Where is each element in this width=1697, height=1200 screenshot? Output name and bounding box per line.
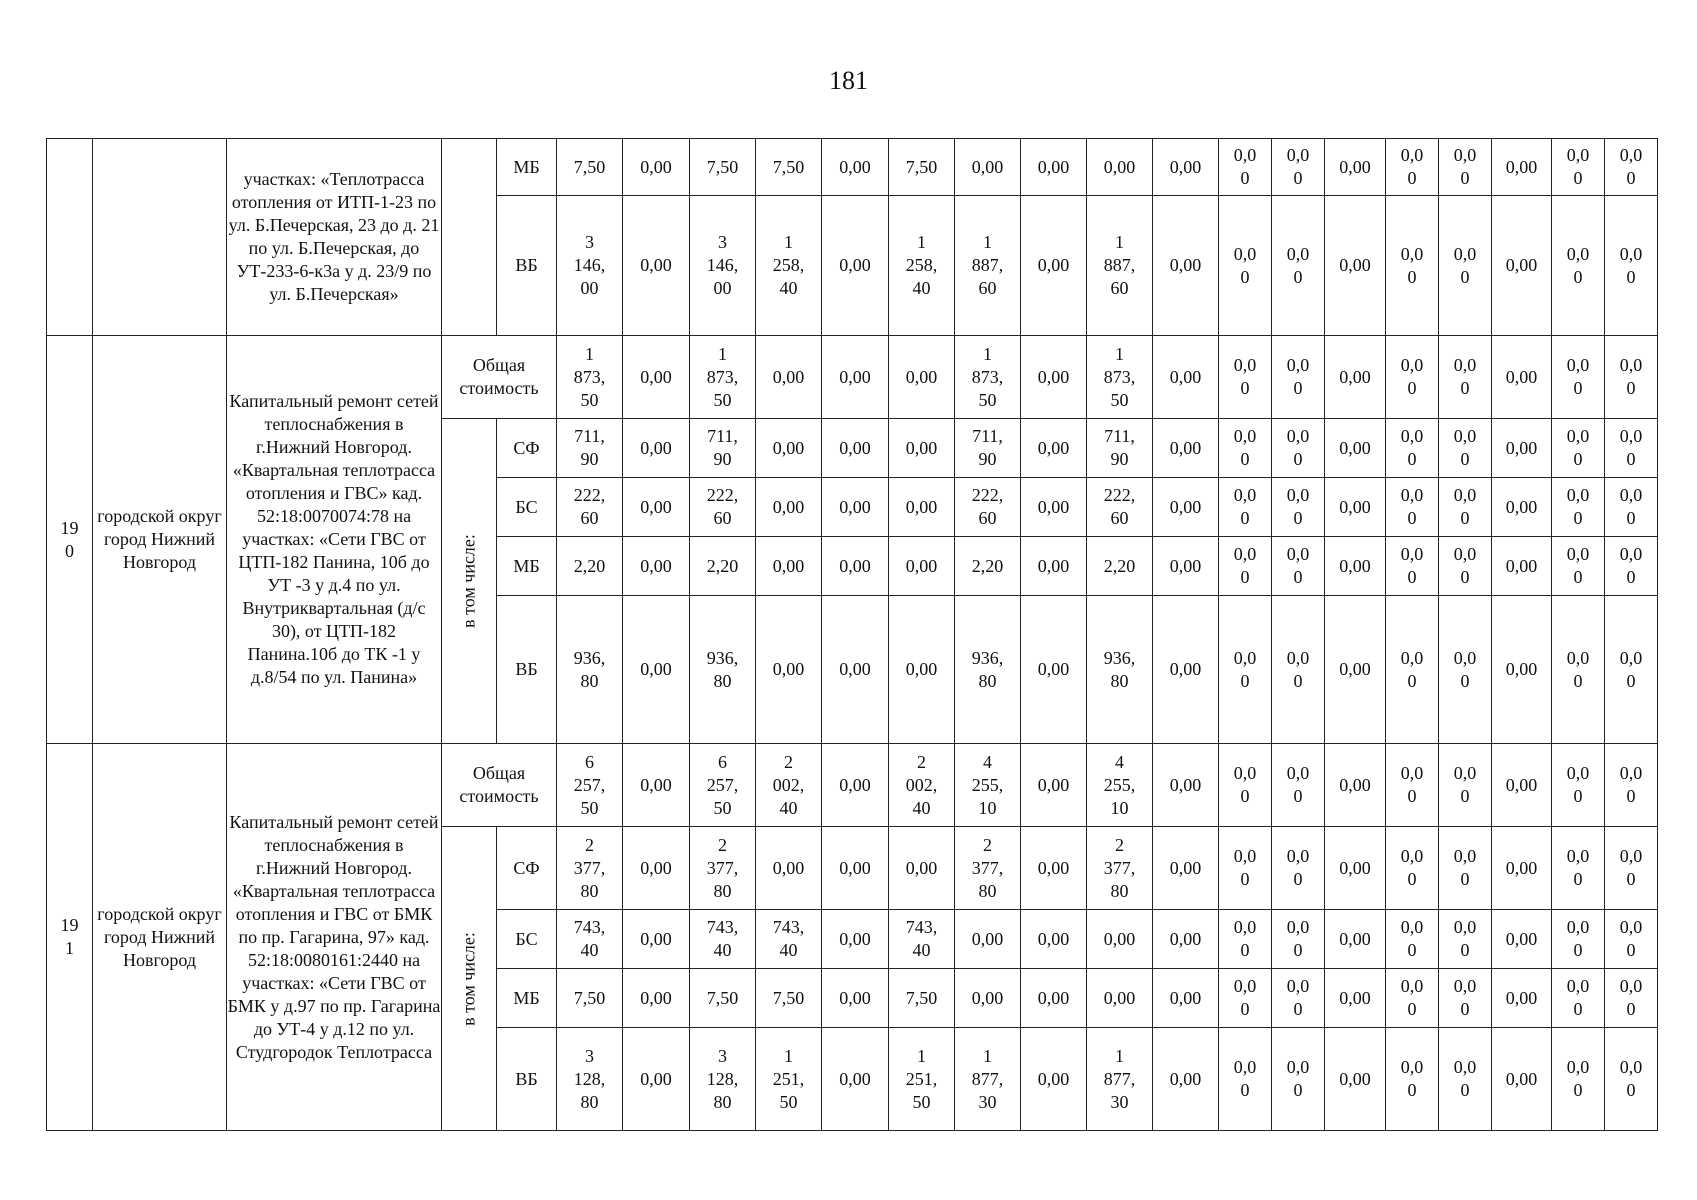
value-cell: 0,0 0 (1605, 969, 1658, 1028)
value-cell: 0,00 (1153, 537, 1219, 596)
value-cell: 0,00 (1153, 336, 1219, 419)
value-cell: 743, 40 (889, 910, 955, 969)
value-cell: 0,00 (1325, 336, 1386, 419)
table-row (47, 744, 1658, 827)
value-cell: 6 257, 50 (557, 744, 623, 827)
value-cell: 1 258, 40 (756, 196, 822, 336)
value-cell: 0,00 (889, 336, 955, 419)
value-cell: 0,00 (1325, 478, 1386, 537)
value-cell: 0,00 (889, 827, 955, 910)
total-cost-label: Общая стоимость (442, 336, 557, 419)
value-cell: 7,50 (557, 969, 623, 1028)
value-cell: 0,00 (1492, 744, 1552, 827)
value-cell: 0,00 (889, 537, 955, 596)
value-cell: 0,0 0 (1552, 478, 1605, 537)
value-cell: 3 128, 80 (557, 1028, 623, 1131)
value-cell: 0,0 0 (1219, 419, 1272, 478)
value-cell: 0,00 (1021, 744, 1087, 827)
funding-label: СФ (497, 419, 557, 478)
value-cell: 7,50 (756, 139, 822, 196)
value-cell: 0,0 0 (1552, 419, 1605, 478)
value-cell: 2 002, 40 (889, 744, 955, 827)
value-cell: 0,00 (822, 419, 889, 478)
value-cell: 0,0 0 (1219, 196, 1272, 336)
value-cell: 0,0 0 (1552, 196, 1605, 336)
value-cell: 0,00 (889, 596, 955, 744)
in-total-label: в том числе: (458, 931, 479, 1026)
value-cell: 1 873, 50 (1087, 336, 1153, 419)
value-cell: 0,00 (1492, 196, 1552, 336)
value-cell: 0,00 (1021, 478, 1087, 537)
value-cell: 0,00 (756, 827, 822, 910)
value-cell: 0,0 0 (1272, 969, 1325, 1028)
value-cell: 0,00 (1492, 1028, 1552, 1131)
value-cell: 0,00 (822, 336, 889, 419)
value-cell: 0,00 (1325, 196, 1386, 336)
value-cell: 0,0 0 (1605, 910, 1658, 969)
value-cell: 0,00 (1492, 827, 1552, 910)
value-cell: 0,00 (1021, 969, 1087, 1028)
value-cell: 0,0 0 (1386, 336, 1439, 419)
value-cell: 0,0 0 (1272, 537, 1325, 596)
value-cell: 0,0 0 (1552, 139, 1605, 196)
value-cell: 0,0 0 (1605, 596, 1658, 744)
value-cell: 0,0 0 (1219, 596, 1272, 744)
value-cell: 0,00 (1325, 827, 1386, 910)
value-cell: 0,0 0 (1386, 744, 1439, 827)
value-cell: 0,00 (1021, 419, 1087, 478)
value-cell: 0,00 (889, 419, 955, 478)
value-cell: 0,00 (1325, 1028, 1386, 1131)
value-cell: 0,00 (623, 910, 690, 969)
value-cell: 0,00 (623, 419, 690, 478)
value-cell: 0,00 (756, 336, 822, 419)
value-cell: 0,0 0 (1439, 910, 1492, 969)
funding-label: МБ (497, 139, 557, 196)
value-cell: 0,0 0 (1386, 827, 1439, 910)
value-cell: 936, 80 (1087, 596, 1153, 744)
value-cell: 0,00 (822, 139, 889, 196)
value-cell: 0,00 (822, 196, 889, 336)
funding-label: БС (497, 910, 557, 969)
value-cell: 0,0 0 (1605, 478, 1658, 537)
value-cell: 0,0 0 (1219, 1028, 1272, 1131)
value-cell: 0,0 0 (1605, 537, 1658, 596)
value-cell: 0,00 (1021, 827, 1087, 910)
value-cell: 2,20 (690, 537, 756, 596)
funding-label: БС (497, 478, 557, 537)
value-cell: 0,0 0 (1386, 969, 1439, 1028)
value-cell: 7,50 (889, 969, 955, 1028)
value-cell: 0,00 (1153, 827, 1219, 910)
blank-label-cell (442, 139, 497, 336)
value-cell: 0,00 (1325, 910, 1386, 969)
funding-label: ВБ (497, 1028, 557, 1131)
value-cell: 0,00 (1153, 419, 1219, 478)
value-cell: 6 257, 50 (690, 744, 756, 827)
value-cell: 0,0 0 (1439, 336, 1492, 419)
value-cell: 0,0 0 (1439, 1028, 1492, 1131)
value-cell: 0,00 (1153, 910, 1219, 969)
value-cell: 0,0 0 (1552, 336, 1605, 419)
value-cell: 0,00 (756, 478, 822, 537)
value-cell: 0,0 0 (1219, 969, 1272, 1028)
value-cell: 0,0 0 (1386, 139, 1439, 196)
table-row (47, 336, 1658, 419)
value-cell: 0,0 0 (1219, 827, 1272, 910)
value-cell: 0,00 (623, 478, 690, 537)
value-cell: 0,00 (955, 139, 1021, 196)
value-cell: 4 255, 10 (955, 744, 1021, 827)
value-cell: 0,00 (822, 827, 889, 910)
value-cell: 0,00 (1021, 196, 1087, 336)
value-cell: 1 877, 30 (955, 1028, 1021, 1131)
value-cell: 0,00 (822, 969, 889, 1028)
value-cell: 0,00 (955, 910, 1021, 969)
value-cell: 0,00 (1021, 537, 1087, 596)
value-cell: 222, 60 (557, 478, 623, 537)
territory-cell: городской округ город Нижний Новгород (93, 336, 227, 744)
value-cell: 0,0 0 (1552, 537, 1605, 596)
value-cell: 0,0 0 (1605, 744, 1658, 827)
value-cell: 0,0 0 (1439, 139, 1492, 196)
value-cell: 0,00 (1087, 969, 1153, 1028)
value-cell: 2,20 (557, 537, 623, 596)
value-cell: 0,00 (756, 419, 822, 478)
value-cell: 0,00 (1492, 596, 1552, 744)
value-cell: 0,00 (1153, 596, 1219, 744)
value-cell: 0,00 (1492, 478, 1552, 537)
value-cell: 0,00 (955, 969, 1021, 1028)
value-cell: 0,00 (1021, 336, 1087, 419)
value-cell: 0,0 0 (1219, 139, 1272, 196)
value-cell: 2 002, 40 (756, 744, 822, 827)
value-cell: 0,00 (623, 969, 690, 1028)
value-cell: 4 255, 10 (1087, 744, 1153, 827)
value-cell: 0,0 0 (1272, 910, 1325, 969)
total-cost-label: Общая стоимость (442, 744, 557, 827)
value-cell: 0,0 0 (1272, 478, 1325, 537)
value-cell: 0,0 0 (1552, 596, 1605, 744)
value-cell: 0,00 (1153, 744, 1219, 827)
value-cell: 0,0 0 (1552, 744, 1605, 827)
value-cell: 0,00 (822, 537, 889, 596)
page-number: 181 (829, 66, 868, 95)
value-cell: 711, 90 (557, 419, 623, 478)
description-cell: Капитальный ремонт сетей теплоснабжения в г.Нижний Новгород. «Квартальная теплотрасса отопления и ГВС от БМК по пр. Гагарина, 97» кад. 52:18:0080161:2440 на участках: «Сети ГВС от БМК у д.97 по пр. Гагарина до УТ-4 у д.12 по ул. Студгородок Теплотрасса (227, 744, 442, 1131)
funding-label: ВБ (497, 596, 557, 744)
value-cell: 0,0 0 (1439, 478, 1492, 537)
value-cell: 0,0 0 (1272, 596, 1325, 744)
value-cell: 1 873, 50 (690, 336, 756, 419)
value-cell: 0,0 0 (1552, 1028, 1605, 1131)
value-cell: 1 873, 50 (955, 336, 1021, 419)
value-cell: 0,0 0 (1219, 336, 1272, 419)
budget-table (46, 138, 1658, 1131)
value-cell: 0,00 (889, 478, 955, 537)
value-cell: 0,0 0 (1439, 419, 1492, 478)
value-cell: 0,0 0 (1439, 196, 1492, 336)
value-cell: 0,0 0 (1272, 827, 1325, 910)
value-cell: 7,50 (557, 139, 623, 196)
funding-label: МБ (497, 537, 557, 596)
value-cell: 0,0 0 (1439, 744, 1492, 827)
value-cell: 0,00 (1021, 1028, 1087, 1131)
value-cell: 0,0 0 (1219, 744, 1272, 827)
value-cell: 0,00 (623, 744, 690, 827)
value-cell: 0,00 (822, 910, 889, 969)
value-cell: 7,50 (690, 139, 756, 196)
value-cell: 0,0 0 (1605, 419, 1658, 478)
value-cell: 0,00 (1153, 139, 1219, 196)
value-cell: 0,0 0 (1605, 139, 1658, 196)
in-total-label-cell (442, 827, 497, 1131)
value-cell: 0,0 0 (1272, 419, 1325, 478)
funding-label: ВБ (497, 196, 557, 336)
in-total-label-cell (442, 419, 497, 744)
value-cell: 222, 60 (955, 478, 1021, 537)
value-cell: 2,20 (955, 537, 1021, 596)
value-cell: 0,00 (623, 537, 690, 596)
value-cell: 0,00 (1492, 336, 1552, 419)
value-cell: 0,00 (1153, 196, 1219, 336)
value-cell: 2 377, 80 (1087, 827, 1153, 910)
value-cell: 0,0 0 (1272, 336, 1325, 419)
value-cell: 0,00 (1325, 537, 1386, 596)
value-cell: 1 887, 60 (1087, 196, 1153, 336)
value-cell: 0,00 (1325, 419, 1386, 478)
value-cell: 222, 60 (1087, 478, 1153, 537)
value-cell: 0,0 0 (1439, 596, 1492, 744)
value-cell: 0,0 0 (1552, 969, 1605, 1028)
value-cell: 0,0 0 (1605, 827, 1658, 910)
value-cell: 0,00 (1325, 744, 1386, 827)
value-cell: 743, 40 (557, 910, 623, 969)
value-cell: 0,0 0 (1386, 478, 1439, 537)
value-cell: 0,00 (1021, 910, 1087, 969)
value-cell: 0,0 0 (1219, 537, 1272, 596)
value-cell: 0,00 (1087, 910, 1153, 969)
value-cell: 0,00 (1087, 139, 1153, 196)
value-cell: 0,00 (623, 827, 690, 910)
value-cell: 0,00 (1021, 596, 1087, 744)
value-cell: 0,0 0 (1605, 196, 1658, 336)
value-cell: 0,00 (1325, 596, 1386, 744)
value-cell: 7,50 (690, 969, 756, 1028)
row-number-cell (47, 139, 93, 336)
value-cell: 7,50 (889, 139, 955, 196)
value-cell: 936, 80 (557, 596, 623, 744)
value-cell: 3 146, 00 (690, 196, 756, 336)
value-cell: 0,00 (822, 596, 889, 744)
value-cell: 743, 40 (756, 910, 822, 969)
value-cell: 1 873, 50 (557, 336, 623, 419)
value-cell: 0,00 (623, 596, 690, 744)
description-cell: Капитальный ремонт сетей теплоснабжения в г.Нижний Новгород. «Квартальная теплотрасса отопления и ГВС» кад. 52:18:0070074:78 на участках: «Сети ГВС от ЦТП-182 Панина, 10б до УТ -3 у д.4 по ул. Внутриквартальная (д/с 30), от ЦТП-182 Панина.10б до ТК -1 у д.8/54 по ул. Панина» (227, 336, 442, 744)
value-cell: 0,00 (822, 744, 889, 827)
value-cell: 936, 80 (955, 596, 1021, 744)
territory-cell (93, 139, 227, 336)
value-cell: 0,0 0 (1219, 478, 1272, 537)
value-cell: 0,00 (822, 1028, 889, 1131)
value-cell: 0,0 0 (1439, 537, 1492, 596)
value-cell: 0,00 (1325, 139, 1386, 196)
row-number-cell: 19 1 (47, 744, 93, 1131)
value-cell: 0,00 (1021, 139, 1087, 196)
value-cell: 0,00 (756, 537, 822, 596)
value-cell: 0,0 0 (1219, 910, 1272, 969)
value-cell: 2 377, 80 (557, 827, 623, 910)
value-cell: 3 128, 80 (690, 1028, 756, 1131)
value-cell: 0,00 (1325, 969, 1386, 1028)
funding-label: СФ (497, 827, 557, 910)
value-cell: 0,00 (623, 1028, 690, 1131)
description-cell: участках: «Теплотрасса отопления от ИТП-1-23 по ул. Б.Печерская, 23 до д. 21 по ул. Б.Печерская, до УТ-233-6-к3а у д. 23/9 по ул. Б.Печерская» (227, 139, 442, 336)
value-cell: 711, 90 (690, 419, 756, 478)
value-cell: 0,0 0 (1439, 969, 1492, 1028)
value-cell: 0,0 0 (1386, 596, 1439, 744)
value-cell: 711, 90 (1087, 419, 1153, 478)
value-cell: 0,0 0 (1386, 196, 1439, 336)
value-cell: 0,00 (623, 139, 690, 196)
value-cell: 2 377, 80 (955, 827, 1021, 910)
in-total-label: в том числе: (458, 534, 479, 628)
row-number-cell: 19 0 (47, 336, 93, 744)
value-cell: 743, 40 (690, 910, 756, 969)
value-cell: 0,0 0 (1386, 910, 1439, 969)
value-cell: 1 258, 40 (889, 196, 955, 336)
value-cell: 0,00 (822, 478, 889, 537)
value-cell: 7,50 (756, 969, 822, 1028)
territory-cell: городской округ город Нижний Новгород (93, 744, 227, 1131)
value-cell: 0,00 (1492, 537, 1552, 596)
value-cell: 1 251, 50 (756, 1028, 822, 1131)
value-cell: 2,20 (1087, 537, 1153, 596)
value-cell: 0,0 0 (1386, 1028, 1439, 1131)
value-cell: 0,0 0 (1605, 1028, 1658, 1131)
value-cell: 1 877, 30 (1087, 1028, 1153, 1131)
value-cell: 0,00 (1153, 969, 1219, 1028)
value-cell: 0,0 0 (1272, 196, 1325, 336)
value-cell: 1 887, 60 (955, 196, 1021, 336)
value-cell: 0,0 0 (1605, 336, 1658, 419)
value-cell: 936, 80 (690, 596, 756, 744)
value-cell: 0,00 (1153, 478, 1219, 537)
value-cell: 711, 90 (955, 419, 1021, 478)
value-cell: 3 146, 00 (557, 196, 623, 336)
value-cell: 222, 60 (690, 478, 756, 537)
value-cell: 0,00 (1492, 910, 1552, 969)
value-cell: 0,00 (1492, 969, 1552, 1028)
value-cell: 0,00 (1492, 419, 1552, 478)
value-cell: 0,0 0 (1272, 1028, 1325, 1131)
value-cell: 0,0 0 (1386, 419, 1439, 478)
value-cell: 0,00 (756, 596, 822, 744)
value-cell: 0,0 0 (1272, 744, 1325, 827)
value-cell: 0,00 (623, 196, 690, 336)
value-cell: 0,0 0 (1386, 537, 1439, 596)
value-cell: 0,00 (623, 336, 690, 419)
table-row (47, 139, 1658, 196)
value-cell: 0,0 0 (1272, 139, 1325, 196)
value-cell: 2 377, 80 (690, 827, 756, 910)
value-cell: 0,00 (1153, 1028, 1219, 1131)
value-cell: 0,00 (1492, 139, 1552, 196)
value-cell: 0,0 0 (1552, 910, 1605, 969)
value-cell: 1 251, 50 (889, 1028, 955, 1131)
value-cell: 0,0 0 (1439, 827, 1492, 910)
value-cell: 0,0 0 (1552, 827, 1605, 910)
funding-label: МБ (497, 969, 557, 1028)
